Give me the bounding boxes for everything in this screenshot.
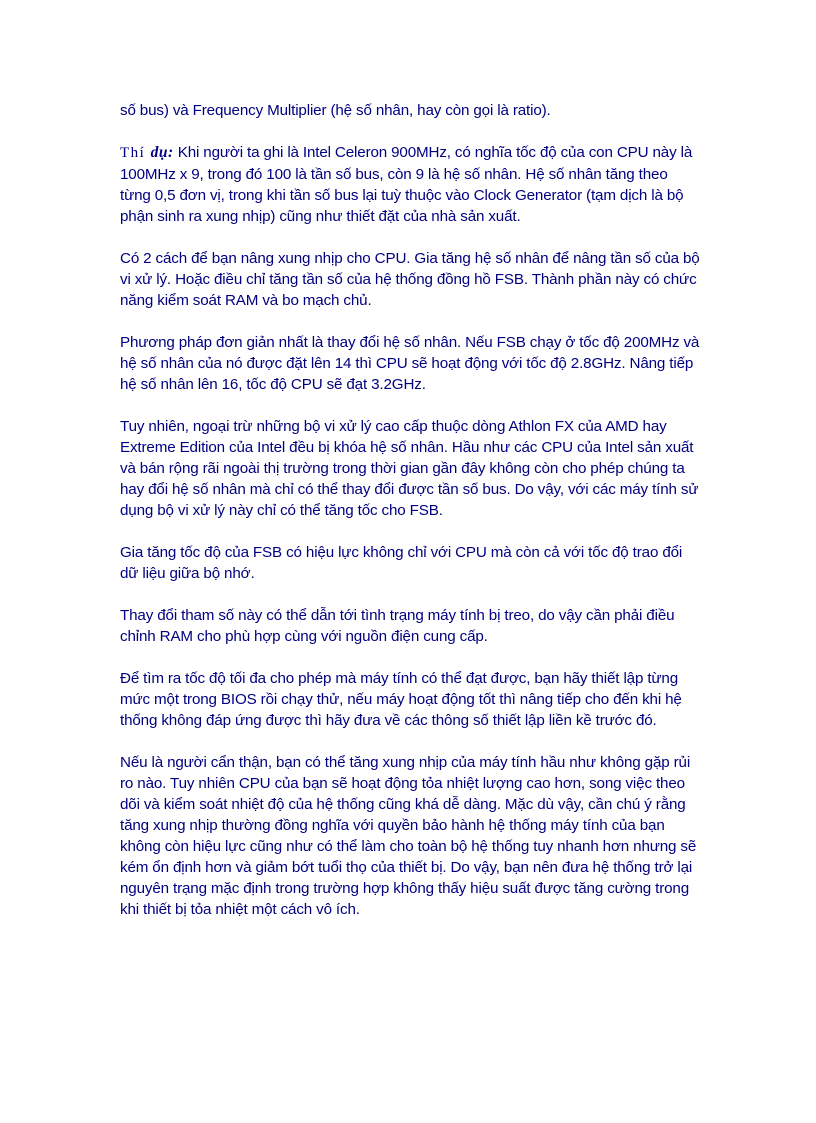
- paragraph-9: Nếu là người cẩn thận, bạn có thể tăng xung nhịp của máy tính hầu như không gặp rủi ro nào. Tuy nhiên CPU của bạn sẽ hoạt động tỏa nhiệt lượng cao hơn, song việc theo dõi và kiểm soát nhiệt độ của hệ thống cũng khá dễ dàng. Mặc dù vậy, cần chú ý rằng tăng xung nhịp thường đồng nghĩa với quyền bảo hành hệ thống máy tính của bạn không còn hiệu lực cũng như có thể làm cho toàn bộ hệ thống tuy nhanh hơn nhưng sẽ kém ổn định hơn và giảm bớt tuổi thọ của thiết bị. Do vậy, bạn nên đưa hệ thống trở lại nguyên trạng mặc định trong trường hợp không thấy hiệu suất được tăng cường trong khi thiết bị tỏa nhiệt một cách vô ích.: [120, 754, 697, 918]
- paragraph-6: Gia tăng tốc độ của FSB có hiệu lực không chỉ với CPU mà còn cả với tốc độ trao đổi dữ liệu giữa bộ nhớ.: [120, 544, 683, 582]
- paragraph-2-text: Khi người ta ghi là Intel Celeron 900MHz, có nghĩa tốc độ của con CPU này là 100MHz x 9, trong đó 100 là tần số bus, còn 9 là hệ số nhân. Hệ số nhân tăng theo từng 0,5 đơn vị, trong khi tần số bus lại tuỳ thuộc vào Clock Generator (tạm dịch là bộ phận sinh ra xung nhịp) cũng như thiết đặt của nhà sản xuất.: [120, 144, 693, 225]
- paragraph-2: [120, 142, 700, 227]
- example-label-bold: dụ:: [150, 144, 174, 161]
- paragraph-7: Thay đổi tham số này có thể dẫn tới tình trạng máy tính bị treo, do vậy cần phải điều chỉnh RAM cho phù hợp cùng với nguồn điện cung cấp.: [120, 607, 675, 645]
- example-label: Thí: [120, 145, 151, 161]
- paragraph-4: Phương pháp đơn giản nhất là thay đổi hệ số nhân. Nếu FSB chạy ở tốc độ 200MHz và hệ số nhân của nó được đặt lên 14 thì CPU sẽ hoạt động với tốc độ 2.8GHz. Nâng tiếp hệ số nhân lên 16, tốc độ CPU sẽ đạt 3.2GHz.: [120, 334, 700, 393]
- paragraph-1: số bus) và Frequency Multiplier (hệ số nhân, hay còn gọi là ratio).: [120, 102, 551, 119]
- paragraph-8: Để tìm ra tốc độ tối đa cho phép mà máy tính có thể đạt được, bạn hãy thiết lập từng mức một trong BIOS rồi chạy thử, nếu máy hoạt động tốt thì nâng tiếp cho đến khi hệ thống không đáp ứng được thì hãy đưa về các thông số thiết lập liền kề trước đó.: [120, 670, 682, 729]
- document-body: [120, 100, 700, 941]
- paragraph-3: Có 2 cách để bạn nâng xung nhịp cho CPU. Gia tăng hệ số nhân để nâng tần số của bộ vi xử lý. Hoặc điều chỉ tăng tần số của hệ thống đồng hồ FSB. Thành phần này có chức năng kiểm soát RAM và bo mạch chủ.: [120, 250, 700, 309]
- paragraph-5: Tuy nhiên, ngoại trừ những bộ vi xử lý cao cấp thuộc dòng Athlon FX của AMD hay Extreme Edition của Intel đều bị khóa hệ số nhân. Hầu như các CPU của Intel sản xuất và bán rộng rãi ngoài thị trường trong thời gian gần đây không còn cho phép chúng ta hay đổi hệ số nhân mà chỉ có thể thay đổi được tần số bus. Do vậy, với các máy tính sử dụng bộ vi xử lý này chỉ có thể tăng tốc cho FSB.: [120, 418, 699, 519]
